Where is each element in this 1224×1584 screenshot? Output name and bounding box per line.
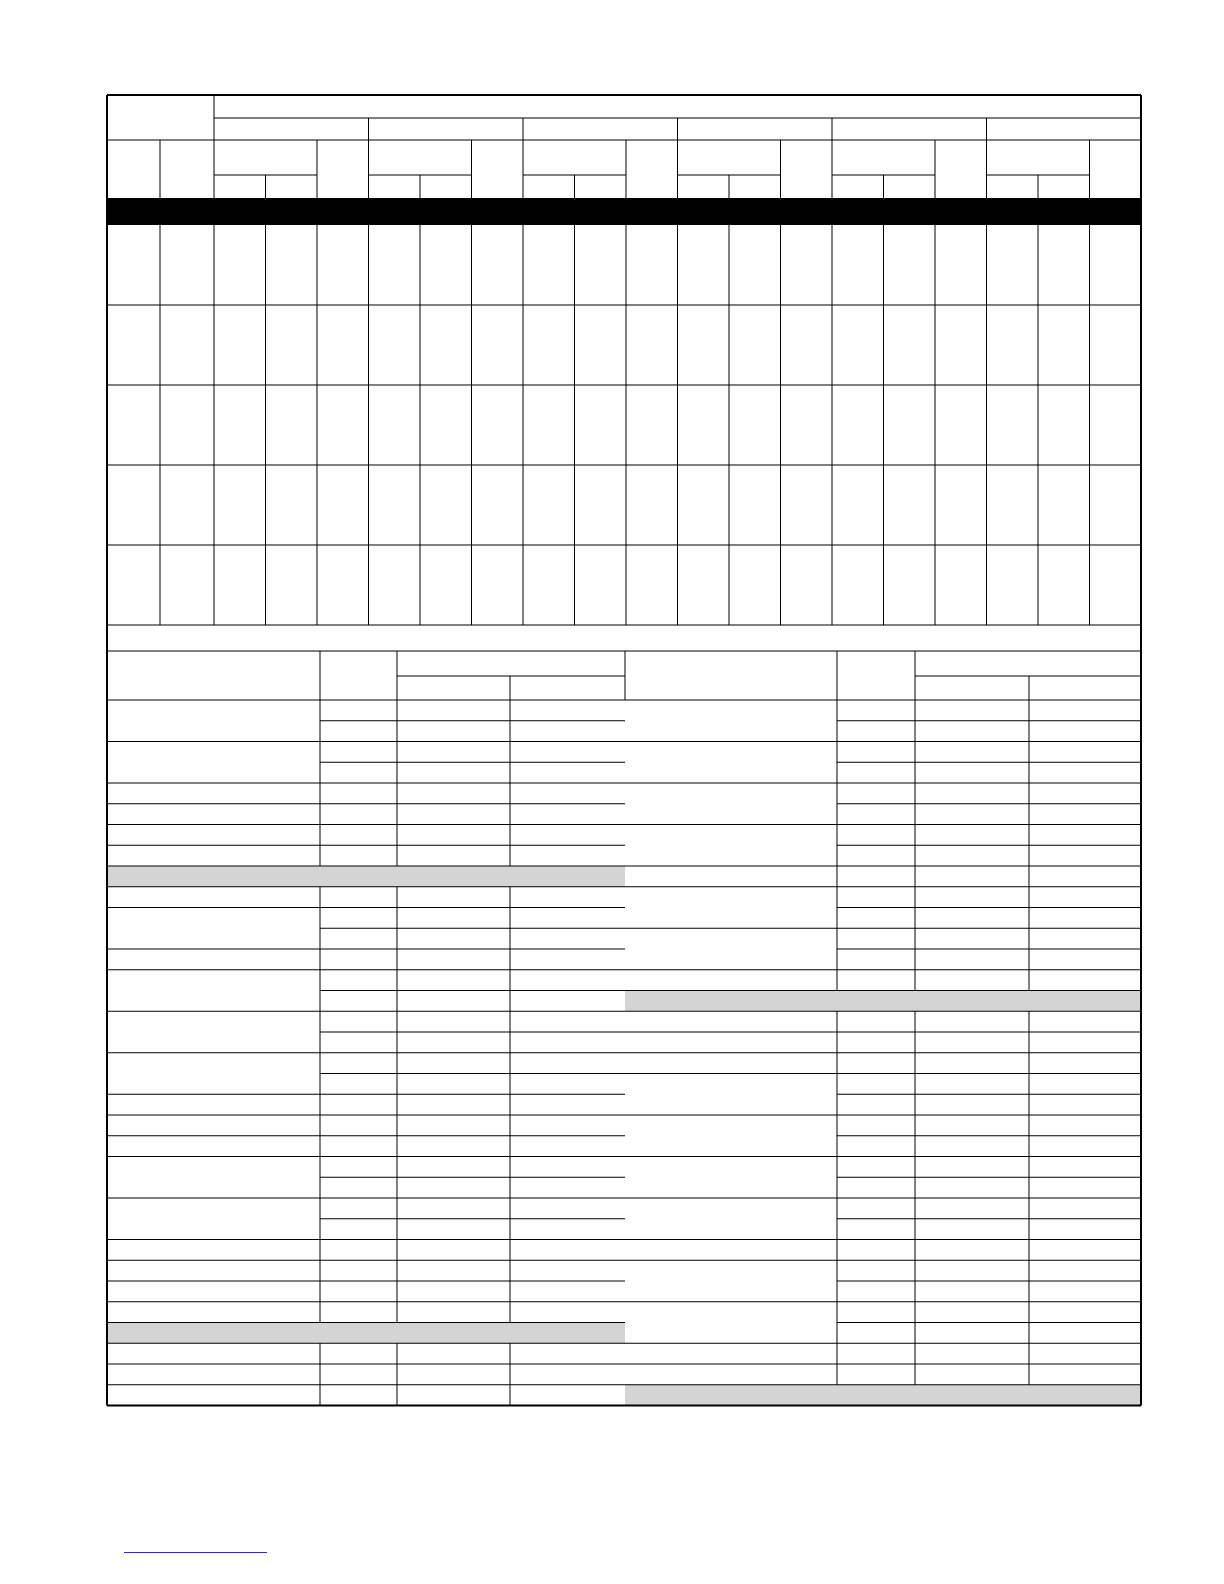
header-band xyxy=(107,198,1141,225)
shaded-section-row xyxy=(107,1323,625,1344)
shaded-section-row xyxy=(625,991,1141,1012)
shaded-section-row xyxy=(107,866,625,887)
footer-link[interactable] xyxy=(124,1552,267,1553)
shaded-section-row xyxy=(625,1385,1141,1406)
